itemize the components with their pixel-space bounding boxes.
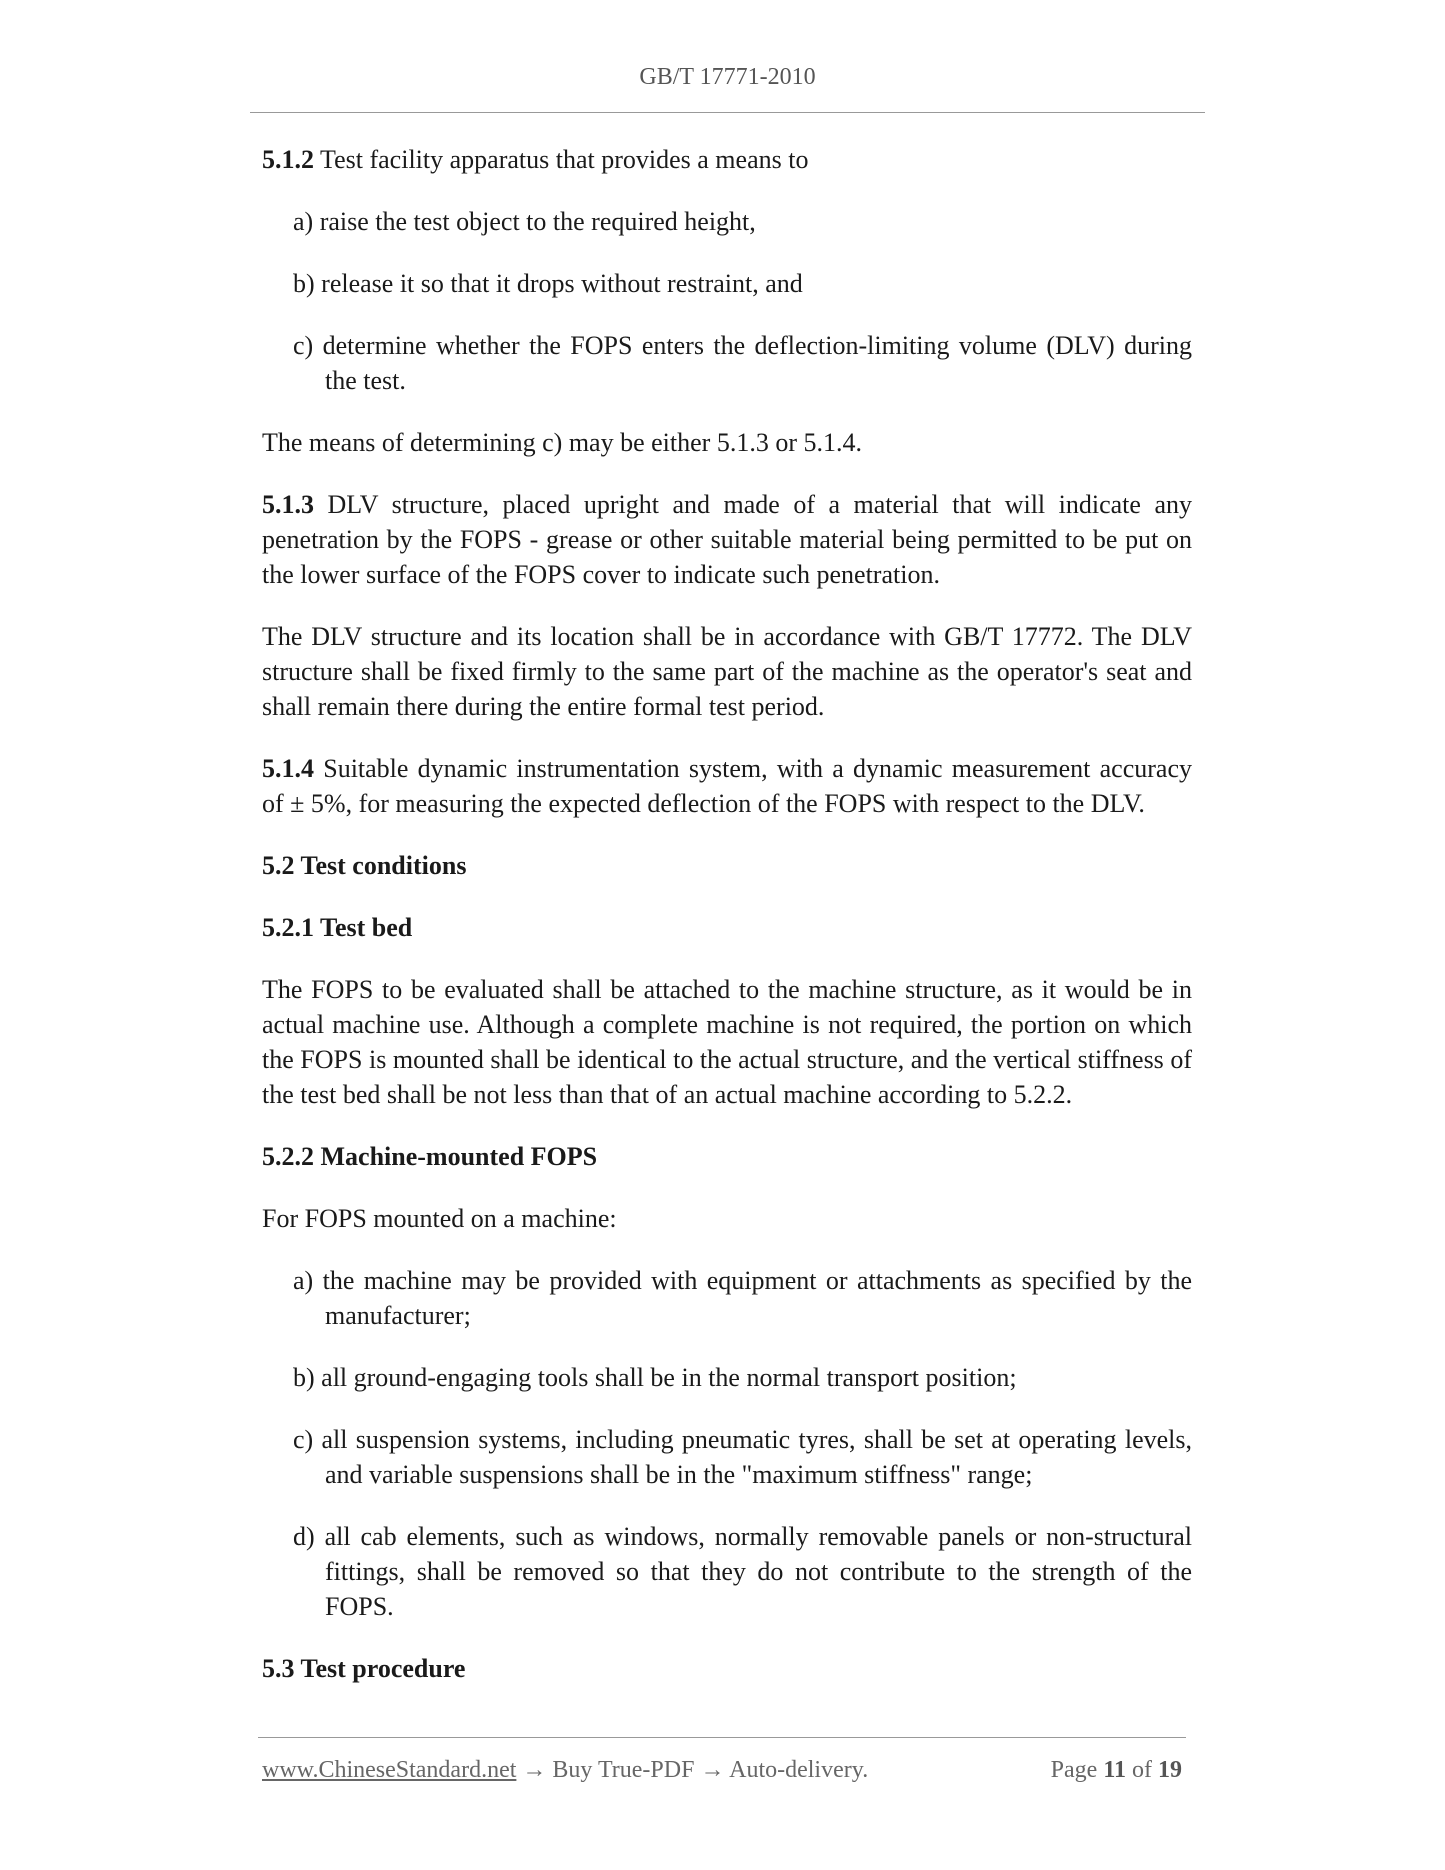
clause-5-1-3 (262, 487, 1192, 592)
section-heading: 5.2.1 Test bed (262, 913, 413, 942)
of-label: of (1132, 1757, 1152, 1783)
list-item: c) determine whether the FOPS enters the deflection-limiting volume (DLV) during the test. (293, 331, 1192, 395)
list-item: c) all suspension systems, including pneumatic tyres, shall be set at operating levels, and variable suspensions shall be in the "maximum stiffness" range; (293, 1425, 1192, 1489)
page-label: Page (1050, 1757, 1098, 1783)
total-pages: 19 (1158, 1757, 1182, 1783)
clause-text: Suitable dynamic instrumentation system, with a dynamic measurement accuracy of ± 5%, for measuring the expected deflection of the FOPS with respect to the DLV. (262, 754, 1192, 818)
section-heading: 5.3 Test procedure (262, 1654, 466, 1683)
paragraph: The FOPS to be evaluated shall be attached to the machine structure, as it would be in actual machine use. Although a complete machine is not required, the portion on which the FOPS is mounted shall be identical to the actual structure, and the vertical stiffness of the test bed shall be not less than that of an actual machine according to 5.2.2. (262, 975, 1192, 1109)
paragraph: The means of determining c) may be either 5.1.3 or 5.1.4. (262, 428, 862, 457)
section-heading: 5.2.2 Machine-mounted FOPS (262, 1142, 598, 1171)
clause-text: Test facility apparatus that provides a means to (314, 145, 809, 174)
clause-text: DLV structure, placed upright and made of a material that will indicate any penetration by the FOPS - grease or other suitable material being permitted to be put on the lower surface of the FOPS cover to indicate such penetration. (262, 490, 1192, 589)
clause-number: 5.1.2 (262, 145, 314, 174)
list-item: d) all cab elements, such as windows, normally removable panels or non-structural fittings, shall be removed so that they do not contribute to the strength of the FOPS. (293, 1522, 1192, 1621)
list-item: a) raise the test object to the required height, (293, 207, 756, 236)
page-header: GB/T 17771-2010 (639, 64, 816, 90)
list-item: a) the machine may be provided with equipment or attachments as specified by the manufacturer; (293, 1266, 1192, 1330)
site-link[interactable]: www.ChineseStandard.net (262, 1757, 517, 1783)
paragraph: For FOPS mounted on a machine: (262, 1204, 617, 1233)
list-item: b) all ground-engaging tools shall be in the normal transport position; (293, 1363, 1017, 1392)
paragraph: The DLV structure and its location shall be in accordance with GB/T 17772. The DLV structure shall be fixed firmly to the same part of the machine as the operator's seat and shall remain there during the entire formal test period. (262, 622, 1192, 721)
page-footer (262, 1757, 1182, 1784)
list-item: b) release it so that it drops without restraint, and (293, 269, 803, 298)
page-counter (1051, 1757, 1182, 1784)
section-heading: 5.2 Test conditions (262, 851, 467, 880)
clause-number: 5.1.4 (262, 754, 314, 783)
footer-left (262, 1757, 868, 1784)
clause-5-1-2 (262, 142, 1192, 177)
page-body (262, 142, 1192, 1713)
clause-number: 5.1.3 (262, 490, 314, 519)
header-divider (250, 112, 1205, 113)
clause-5-1-4 (262, 751, 1192, 821)
current-page: 11 (1103, 1757, 1126, 1783)
footer-promo: → Buy True-PDF → Auto-delivery. (516, 1757, 869, 1783)
footer-divider (258, 1737, 1186, 1738)
